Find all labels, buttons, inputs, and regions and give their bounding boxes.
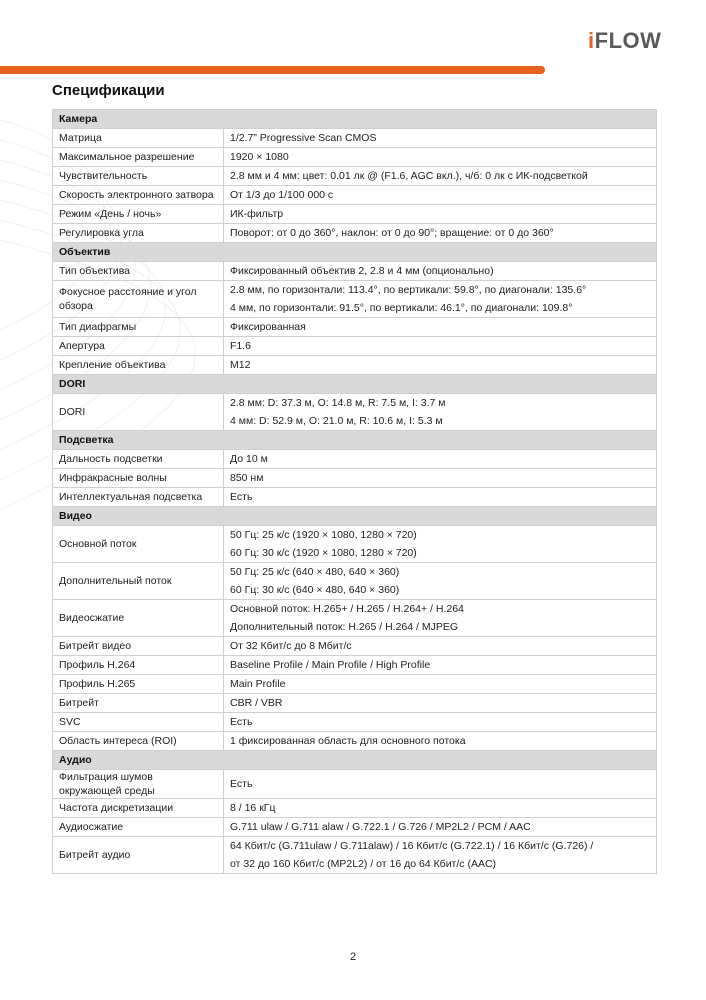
spec-value-line: Есть [230,778,253,790]
spec-value-line: 8 / 16 кГц [230,802,276,814]
spec-value-line: ИК-фильтр [230,208,284,220]
section-header: Видео [53,507,657,526]
spec-value-line: M12 [230,359,251,371]
spec-value [224,732,657,751]
spec-value [224,148,657,167]
accent-bar [0,66,545,74]
page-number: 2 [349,951,357,963]
section-header-row [53,431,657,450]
table-row [53,694,657,713]
spec-label: Максимальное разрешение [53,148,224,167]
section-header: Подсветка [53,431,657,450]
table-row [53,526,657,563]
section-header: Объектив [53,243,657,262]
table-row [53,167,657,186]
spec-value [224,224,657,243]
spec-value [224,818,657,837]
spec-value-line: 50 Гц: 25 к/с (1920 × 1080, 1280 × 720) [230,529,417,541]
spec-value [224,337,657,356]
table-row [53,656,657,675]
spec-value [224,563,657,600]
spec-value [224,186,657,205]
table-row [53,488,657,507]
spec-value [224,488,657,507]
table-row [53,469,657,488]
table-row [53,732,657,751]
spec-label: Интеллектуальная подсветка [53,488,224,507]
spec-value-line: Main Profile [230,678,286,690]
spec-value-line: 4 мм, по горизонтали: 91.5°, по вертикали: 46.1°, по диагонали: 109.8° [230,302,573,314]
spec-label: Частота дискретизации [53,799,224,818]
spec-value-line: 2.8 мм, по горизонтали: 113.4°, по вертикали: 59.8°, по диагонали: 135.6° [230,284,587,296]
table-row [53,450,657,469]
spec-value-line: От 1/3 до 1/100 000 с [230,189,334,201]
spec-value [224,837,657,874]
spec-value-line: 1 фиксированная область для основного потока [230,735,466,747]
table-row [53,713,657,732]
spec-label: Регулировка угла [53,224,224,243]
spec-value-line: 1920 × 1080 [230,151,289,163]
spec-value [224,281,657,318]
section-header-row [53,243,657,262]
spec-label: Основной поток [53,526,224,563]
spec-value-line: Дополнительный поток: H.265 / H.264 / MJPEG [230,621,459,633]
spec-value [224,637,657,656]
spec-value [224,394,657,431]
spec-label: Инфракрасные волны [53,469,224,488]
table-row [53,148,657,167]
table-row [53,186,657,205]
section-header-row [53,375,657,394]
spec-value-line: 2.8 мм: D: 37.3 м, O: 14.8 м, R: 7.5 м, I: 3.7 м [230,397,446,409]
page-title: Спецификации [52,82,165,99]
table-row [53,224,657,243]
spec-label: Профиль H.264 [53,656,224,675]
spec-label: Дополнительный поток [53,563,224,600]
spec-value [224,675,657,694]
spec-value-line: 1/2.7” Progressive Scan CMOS [230,132,377,144]
spec-label: Область интереса (ROI) [53,732,224,751]
table-row [53,563,657,600]
table-row [53,281,657,318]
spec-value-line: Есть [230,491,253,503]
specifications-table [52,109,657,874]
logo-word: FLOW [594,28,662,53]
spec-value-line: 850 нм [230,472,264,484]
spec-value-line: 64 Кбит/с (G.711ulaw / G.711alaw) / 16 Кбит/с (G.722.1) / 16 Кбит/с (G.726) / [230,840,594,852]
spec-label: Режим «День / ночь» [53,205,224,224]
spec-value-line: Фиксированный объектив 2, 2.8 и 4 мм (опционально) [230,265,494,277]
spec-label: DORI [53,394,224,431]
table-row [53,818,657,837]
spec-value-line: Baseline Profile / Main Profile / High Profile [230,659,431,671]
spec-label: Матрица [53,129,224,148]
spec-value [224,469,657,488]
spec-label: Битрейт [53,694,224,713]
spec-value-line: Поворот: от 0 до 360°, наклон: от 0 до 90°; вращение: от 0 до 360° [230,227,554,239]
spec-value [224,262,657,281]
spec-value-line: CBR / VBR [230,697,283,709]
table-row [53,799,657,818]
spec-value-line: F1.6 [230,340,252,352]
spec-value [224,600,657,637]
spec-label: Чувствительность [53,167,224,186]
spec-label: Битрейт видео [53,637,224,656]
specifications-body [53,110,657,874]
spec-label: Битрейт аудио [53,837,224,874]
table-row [53,205,657,224]
spec-label: Апертура [53,337,224,356]
spec-value-line: Есть [230,716,253,728]
spec-value [224,656,657,675]
spec-label: Аудиосжатие [53,818,224,837]
spec-label: Видеосжатие [53,600,224,637]
spec-value-line: Основной поток: H.265+ / H.265 / H.264+ / H.264 [230,603,464,615]
table-row [53,637,657,656]
spec-value [224,129,657,148]
brand-logo [588,30,661,52]
spec-value-line: До 10 м [230,453,268,465]
spec-label: Тип диафрагмы [53,318,224,337]
spec-label: Скорость электронного затвора [53,186,224,205]
spec-value [224,356,657,375]
table-row [53,262,657,281]
spec-value-line: от 32 до 160 Кбит/с (MP2L2) / от 16 до 64 Кбит/с (AAC) [230,858,497,870]
spec-value-line: 4 мм: D: 52.9 м, O: 21.0 м, R: 10.6 м, I: 5.3 м [230,415,443,427]
spec-value-line: От 32 Кбит/с до 8 Мбит/с [230,640,352,652]
spec-value [224,450,657,469]
spec-value [224,526,657,563]
table-row [53,394,657,431]
spec-value [224,770,657,799]
spec-value [224,318,657,337]
table-row [53,837,657,874]
section-header-row [53,110,657,129]
spec-value [224,713,657,732]
spec-value [224,205,657,224]
spec-value [224,694,657,713]
spec-label: Крепление объектива [53,356,224,375]
spec-value-line: Фиксированная [230,321,306,333]
table-row [53,600,657,637]
spec-label: Тип объектива [53,262,224,281]
table-row [53,129,657,148]
spec-value [224,167,657,186]
spec-label: Дальность подсветки [53,450,224,469]
spec-value-line: G.711 ulaw / G.711 alaw / G.722.1 / G.726 / MP2L2 / PCM / AAC [230,821,531,833]
section-header: DORI [53,375,657,394]
section-header-row [53,507,657,526]
spec-label: SVC [53,713,224,732]
spec-label: Фокусное расстояние и угол обзора [53,281,224,318]
spec-value-line: 60 Гц: 30 к/с (1920 × 1080, 1280 × 720) [230,547,417,559]
spec-value-line: 2.8 мм и 4 мм: цвет: 0.01 лк @ (F1.6, AGC вкл.), ч/б: 0 лк с ИК-подсветкой [230,170,588,182]
logo-letter: i [588,28,595,53]
table-row [53,337,657,356]
table-row [53,770,657,799]
spec-value [224,799,657,818]
table-row [53,356,657,375]
section-header: Аудио [53,751,657,770]
spec-value-line: 60 Гц: 30 к/с (640 × 480, 640 × 360) [230,584,400,596]
spec-value-line: 50 Гц: 25 к/с (640 × 480, 640 × 360) [230,566,400,578]
spec-label: Профиль H.265 [53,675,224,694]
section-header: Камера [53,110,657,129]
spec-label: Фильтрация шумов окружающей среды [53,770,224,799]
table-row [53,675,657,694]
section-header-row [53,751,657,770]
table-row [53,318,657,337]
